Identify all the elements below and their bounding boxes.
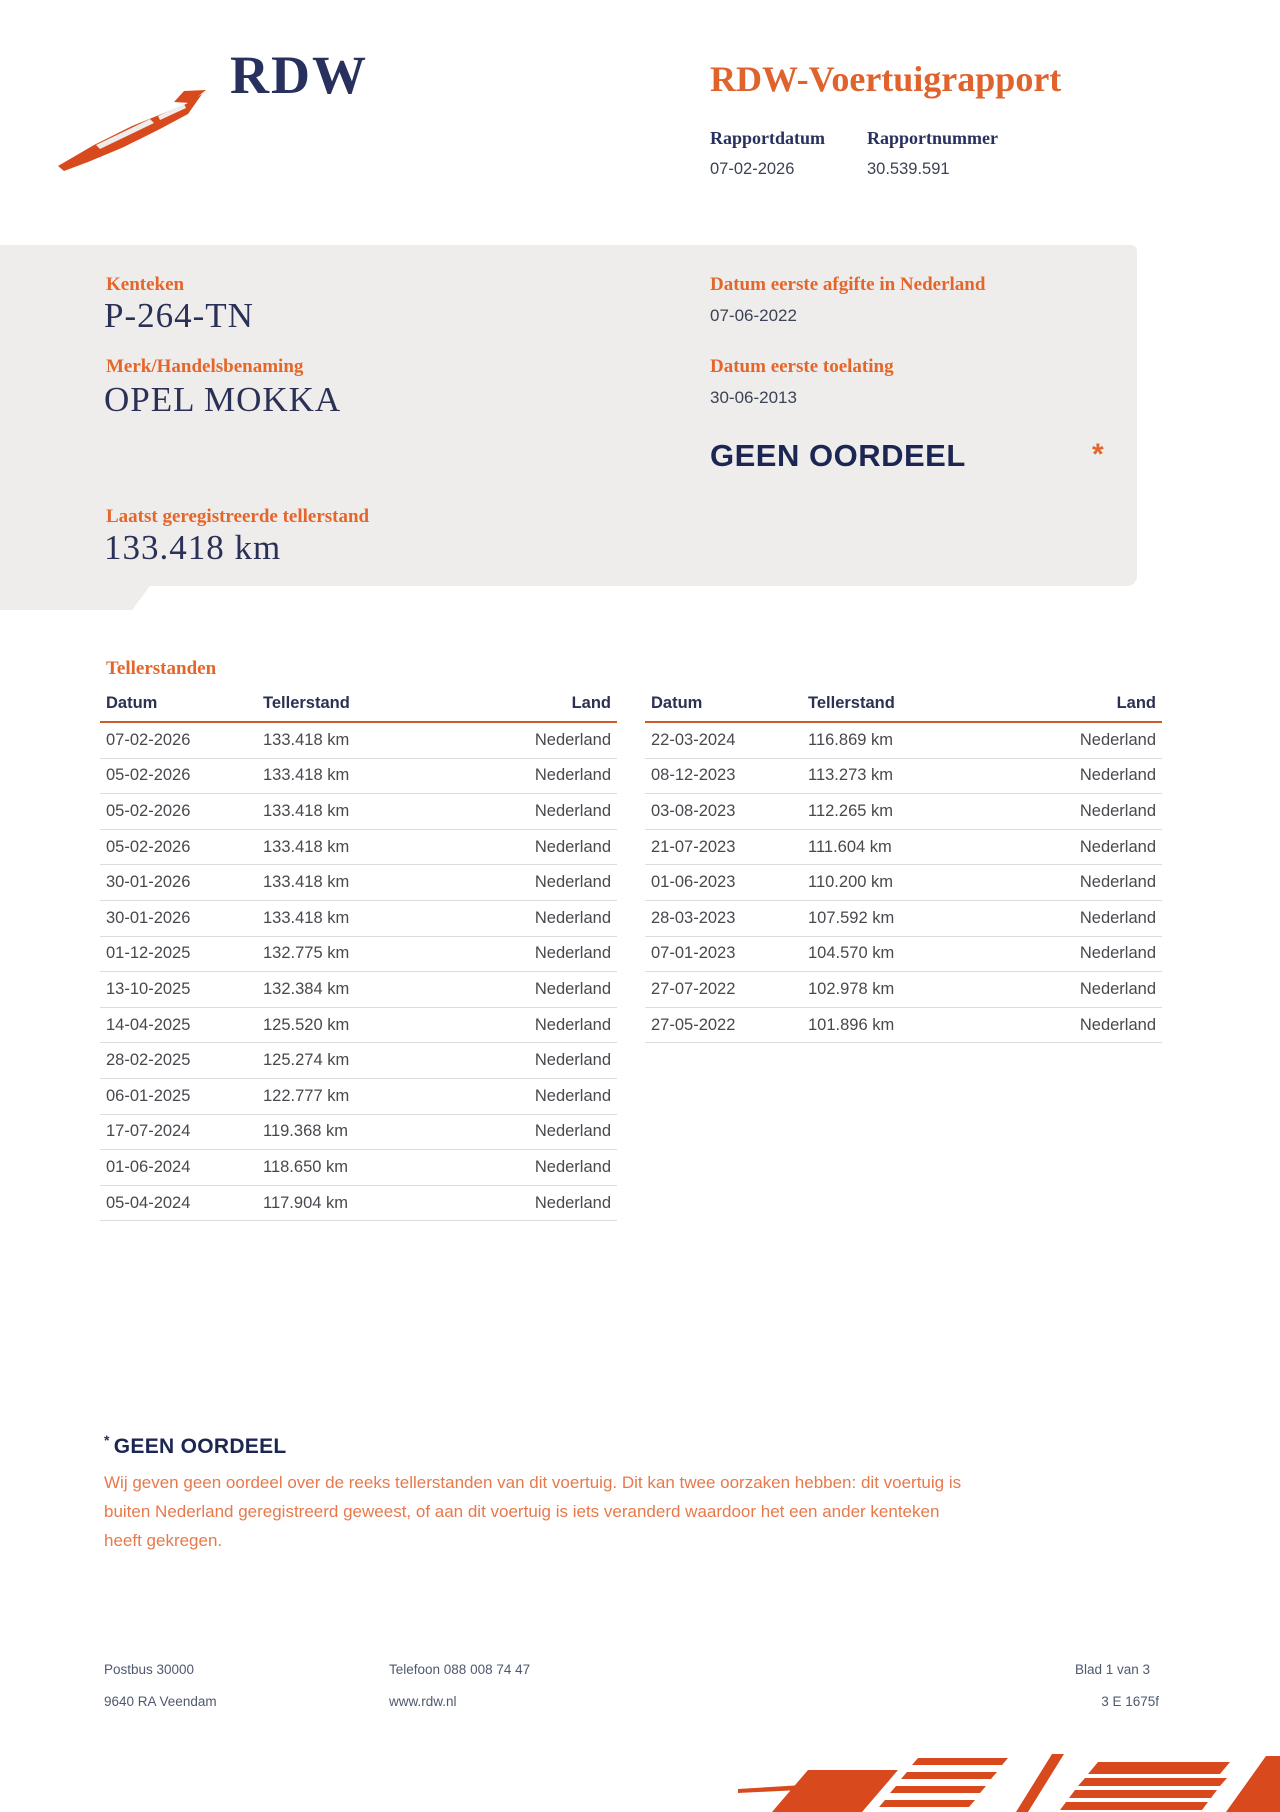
table-cell-datum: 17-07-2024 xyxy=(106,1122,191,1141)
rdw-stripes-graphic xyxy=(730,1748,1280,1812)
table-cell-tellerstand: 111.604 km xyxy=(808,837,892,856)
table-cell-datum: 14-04-2025 xyxy=(106,1015,191,1034)
table-cell-datum: 30-01-2026 xyxy=(106,908,191,927)
table-cell-tellerstand: 119.368 km xyxy=(263,1122,348,1141)
table-row xyxy=(100,865,617,901)
table-cell-land: Nederland xyxy=(534,1051,611,1070)
tellerstanden-title-spacer xyxy=(645,658,1162,694)
table-cell-land: Nederland xyxy=(1079,837,1156,856)
table-cell-tellerstand: 133.418 km xyxy=(263,801,350,820)
table-row xyxy=(645,901,1162,937)
table-row xyxy=(100,759,617,795)
table-row xyxy=(645,723,1162,759)
table-row xyxy=(100,1150,617,1186)
report-number-label: Rapportnummer xyxy=(867,128,998,148)
column-header-land: Land xyxy=(1116,694,1156,712)
table-cell-tellerstand: 110.200 km xyxy=(808,873,893,892)
oordeel-status: GEEN OORDEEL xyxy=(710,438,966,473)
merk-value: OPEL MOKKA xyxy=(104,380,342,419)
table-cell-tellerstand: 133.418 km xyxy=(263,730,350,749)
table-cell-tellerstand: 133.418 km xyxy=(263,873,350,892)
table-cell-land: Nederland xyxy=(1079,801,1156,820)
table-cell-datum: 13-10-2025 xyxy=(106,979,191,998)
table-cell-tellerstand: 133.418 km xyxy=(263,766,350,785)
table-cell-tellerstand: 107.592 km xyxy=(808,908,895,927)
table-row xyxy=(645,937,1162,973)
table-cell-tellerstand: 132.775 km xyxy=(263,944,350,963)
table-row xyxy=(100,794,617,830)
table-cell-land: Nederland xyxy=(1079,766,1156,785)
page-title: RDW-Voertuigrapport xyxy=(710,59,1062,99)
report-date-label: Rapportdatum xyxy=(710,128,826,148)
footer-page-number: Blad 1 van 3 xyxy=(1074,1662,1150,1677)
table-cell-datum: 03-08-2023 xyxy=(651,801,736,820)
table-cell-tellerstand: 125.274 km xyxy=(263,1051,350,1070)
table-cell-datum: 28-02-2025 xyxy=(106,1051,191,1070)
table-body-left xyxy=(100,723,617,1221)
table-row xyxy=(100,1186,617,1222)
table-row xyxy=(645,865,1162,901)
table-cell-land: Nederland xyxy=(534,873,611,892)
table-cell-tellerstand: 133.418 km xyxy=(263,908,350,927)
table-cell-land: Nederland xyxy=(534,801,611,820)
table-cell-tellerstand: 117.904 km xyxy=(263,1193,348,1212)
table-row xyxy=(100,1043,617,1079)
afgifte-value: 07-06-2022 xyxy=(710,306,797,325)
table-cell-tellerstand: 101.896 km xyxy=(808,1015,895,1034)
table-cell-datum: 05-02-2026 xyxy=(106,837,191,856)
table-row xyxy=(645,1008,1162,1044)
table-cell-datum: 05-04-2024 xyxy=(106,1193,191,1212)
kenteken-label: Kenteken xyxy=(106,274,185,295)
summary-card-tab xyxy=(0,586,150,610)
note-asterisk: * xyxy=(104,1432,110,1448)
rdw-logo-text: RDW xyxy=(230,45,368,105)
table-row xyxy=(100,723,617,759)
footer-telefoon: Telefoon 088 008 74 47 xyxy=(389,1662,531,1677)
table-row xyxy=(100,830,617,866)
table-cell-tellerstand: 125.520 km xyxy=(263,1015,350,1034)
afgifte-label: Datum eerste afgifte in Nederland xyxy=(710,274,986,295)
column-header-land: Land xyxy=(571,694,611,712)
table-cell-land: Nederland xyxy=(534,908,611,927)
tellerstanden-section xyxy=(100,658,1162,1221)
table-row xyxy=(100,901,617,937)
table-cell-datum: 22-03-2024 xyxy=(651,730,736,749)
table-cell-datum: 01-06-2023 xyxy=(651,873,736,892)
note-title: GEEN OORDEEL xyxy=(113,1435,287,1458)
table-cell-datum: 21-07-2023 xyxy=(651,837,736,856)
table-cell-tellerstand: 112.265 km xyxy=(808,801,893,820)
table-cell-tellerstand: 132.384 km xyxy=(263,979,350,998)
table-cell-land: Nederland xyxy=(534,766,611,785)
table-row xyxy=(100,1079,617,1115)
table-cell-datum: 01-06-2024 xyxy=(106,1157,191,1176)
table-cell-datum: 05-02-2026 xyxy=(106,766,191,785)
table-cell-tellerstand: 113.273 km xyxy=(808,766,893,785)
table-cell-datum: 01-12-2025 xyxy=(106,944,191,963)
column-header-datum: Datum xyxy=(651,694,703,712)
table-row xyxy=(645,830,1162,866)
table-cell-datum: 07-01-2023 xyxy=(651,944,736,963)
table-cell-land: Nederland xyxy=(534,1157,611,1176)
tellerstanden-title: Tellerstanden xyxy=(106,658,217,679)
table-cell-datum: 07-02-2026 xyxy=(106,730,191,749)
table-cell-datum: 27-05-2022 xyxy=(651,1015,736,1034)
table-cell-land: Nederland xyxy=(534,837,611,856)
note-line: buiten Nederland geregistreerd geweest, of aan dit voertuig is iets veranderd waardoor het een ander kenteken xyxy=(104,1502,940,1521)
note-body xyxy=(104,1468,1004,1555)
toelating-label: Datum eerste toelating xyxy=(710,356,894,377)
rdw-logo-feather-icon xyxy=(56,90,208,172)
table-row xyxy=(645,759,1162,795)
table-cell-datum: 06-01-2025 xyxy=(106,1086,191,1105)
table-cell-datum: 05-02-2026 xyxy=(106,801,191,820)
report-date-value: 07-02-2026 xyxy=(710,160,795,178)
column-header-tellerstand: Tellerstand xyxy=(263,694,350,712)
table-cell-land: Nederland xyxy=(534,979,611,998)
table-cell-land: Nederland xyxy=(1079,979,1156,998)
table-cell-tellerstand: 102.978 km xyxy=(808,979,895,998)
toelating-value: 30-06-2013 xyxy=(710,388,797,407)
note-line: Wij geven geen oordeel over de reeks tellerstanden van dit voertuig. Dit kan twee oorzaken hebben: dit voertuig is xyxy=(104,1473,962,1492)
table-cell-datum: 27-07-2022 xyxy=(651,979,736,998)
table-cell-datum: 28-03-2023 xyxy=(651,908,736,927)
table-cell-land: Nederland xyxy=(534,730,611,749)
merk-label: Merk/Handelsbenaming xyxy=(106,356,304,377)
table-header xyxy=(645,694,1162,723)
table-row xyxy=(645,794,1162,830)
table-cell-land: Nederland xyxy=(1079,873,1156,892)
report-number-value: 30.539.591 xyxy=(867,160,950,178)
footer-postbus: Postbus 30000 xyxy=(104,1662,195,1677)
tellerstand-value: 133.418 km xyxy=(104,528,282,567)
table-row xyxy=(100,972,617,1008)
table-cell-land: Nederland xyxy=(534,1122,611,1141)
footer-website-link[interactable]: www.rdw.nl xyxy=(389,1694,457,1709)
table-row xyxy=(100,937,617,973)
table-cell-datum: 30-01-2026 xyxy=(106,873,191,892)
table-cell-land: Nederland xyxy=(534,1193,611,1212)
table-cell-land: Nederland xyxy=(1079,1015,1156,1034)
table-cell-land: Nederland xyxy=(1079,944,1156,963)
table-body-right xyxy=(645,723,1162,1043)
table-cell-land: Nederland xyxy=(1079,730,1156,749)
tellerstand-label: Laatst geregistreerde tellerstand xyxy=(106,506,370,527)
table-cell-land: Nederland xyxy=(534,944,611,963)
oordeel-asterisk: * xyxy=(1092,438,1104,471)
tellerstanden-table-left xyxy=(100,658,617,1221)
table-header xyxy=(100,694,617,723)
table-cell-datum: 08-12-2023 xyxy=(651,766,736,785)
note-heading xyxy=(104,1432,287,1459)
table-row xyxy=(100,1008,617,1044)
note-line: heeft gekregen. xyxy=(104,1531,223,1550)
table-row xyxy=(100,1115,617,1151)
table-cell-tellerstand: 118.650 km xyxy=(263,1157,348,1176)
kenteken-value: P-264-TN xyxy=(104,296,254,335)
table-cell-tellerstand: 104.570 km xyxy=(808,944,895,963)
footer-plaats: 9640 RA Veendam xyxy=(104,1694,217,1709)
column-header-tellerstand: Tellerstand xyxy=(808,694,895,712)
tellerstanden-table-right xyxy=(645,658,1162,1221)
table-cell-tellerstand: 122.777 km xyxy=(263,1086,350,1105)
table-cell-land: Nederland xyxy=(1079,908,1156,927)
table-cell-land: Nederland xyxy=(534,1015,611,1034)
table-row xyxy=(645,972,1162,1008)
footer-doc-code: 3 E 1675f xyxy=(1101,1694,1159,1709)
table-cell-tellerstand: 133.418 km xyxy=(263,837,350,856)
table-cell-land: Nederland xyxy=(534,1086,611,1105)
column-header-datum: Datum xyxy=(106,694,158,712)
table-cell-tellerstand: 116.869 km xyxy=(808,730,893,749)
